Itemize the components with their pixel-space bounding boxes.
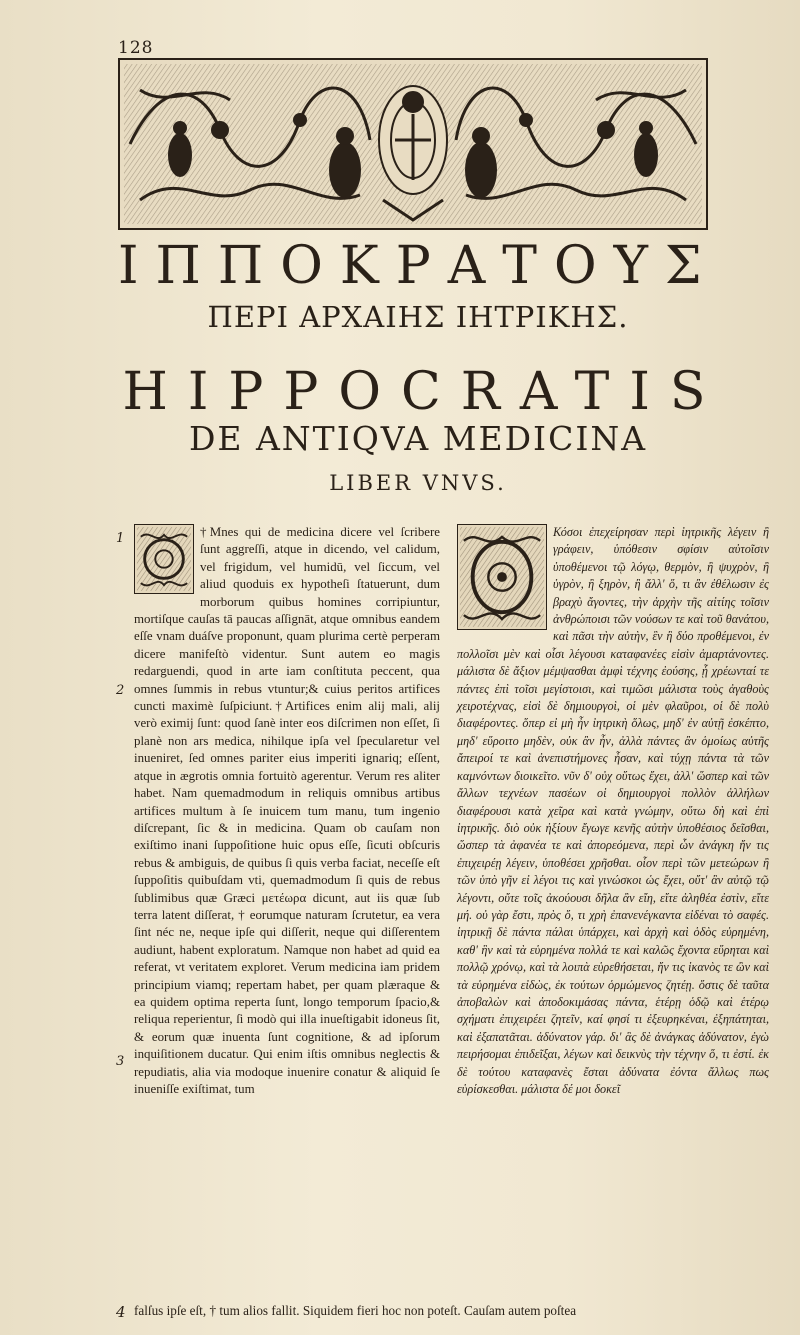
book-subtitle: LIBER VNVS. (329, 471, 507, 495)
margin-number: 4 (116, 1303, 126, 1321)
greek-column (457, 524, 769, 1098)
greek-body-text: Κόσοι ἐπεχείρησαν περὶ ἰητρικῆς λέγειν ἢ γράφειν, ὑπόθεσιν σφίσιν αὐτοῖσιν ὑποθέμενοι τῷ λόγῳ, θερμὸν, ἢ ψυχρὸν, ἢ ὑγρὸν, ἢ ξηρὸν, ἢ ἄλλ' ὅ, τι ἂν ἐθέλωσιν ἐς βραχὺ ἄγοντες, τὴν ἀρχὴν τῆς αἰτίης τοῖσιν ἀνθρώποισι τῶν νούσων τε καὶ τοῦ θανάτου, καὶ πᾶσι τὴν αὐτὴν, ἓν ἢ δύο προθέμενοι, ἐν πολλοῖσι μὲν καὶ οἷσι λέγουσι καταφανέες εἰσὶν ἁμαρτάνοντες. μάλιστα δὲ ἄξιον μέμψασθαι ἀμφὶ τέχνης ἐούσης, ᾗ χρέωνταί τε πάντες ἐπὶ τοῖσι μεγίστοισι, καὶ τιμῶσι μάλιστα τοὺς ἀγαθοὺς χειροτέχνας, εἰσὶ δὲ δημιουργοὶ, οἱ μὲν φλαῦροι, οἱ δὲ πολὺ διαφέροντες. ὅπερ εἰ μὴ ἦν ἰητρικὴ ὅλως, μηδ' ἐν αὐτῇ ἐσκέπτο, μηδ' εὕροιτο μηδὲν, οὐκ ἂν ἦν, ἀλλὰ πάντες ἂν ὁμοίως αὐτῆς ἄπειροί τε καὶ ἀνεπιστήμονες ἦσαν, καὶ τύχῃ πάντα τὰ τῶν καμνόντων διοικεῖτο. νῦν δ' οὐχ οὕτως ἔχει, ἀλλ' ὥσπερ καὶ τῶν ἄλλων τεχνέων πασέων οἱ δημιουργοὶ πολλὸν ἀλλήλων διαφέρουσι κατὰ χεῖρα καὶ κατὰ γνώμην, οὕτω δὴ καὶ ἐπὶ ἰητρικῆς. διὸ οὐκ ἠξίουν ἔγωγε κενῆς αὐτὴν ὑποθέσιος δεῖσθαι, ὥσπερ τὰ ἀφανέα τε καὶ ἀπορεόμενα, περὶ ὧν ἀνάγκη ἤν τις ἐπιχειρέῃ λέγειν, ὑποθέσει χρῆσθαι. οἷον περὶ τῶν μετεώρων ἢ τῶν ὑπὸ γῆν εἰ λέγοι τις καὶ γινώσκοι ὡς ἔχει, οὔτ' ἂν αὐτῷ τῷ λέγοντι, οὔτε τοῖς ἀκούουσι δῆλα ἂν εἴη, εἴτε ἀληθέα ἐστὶν, εἴτε μή. οὐ γὰρ ἔστι, πρὸς ὅ, τι χρὴ ἐπανενέγκαντα εἰδέναι τὸ σαφές. ἰητρικῇ δὲ πάντα πάλαι ὑπάρχει, καὶ ἀρχὴ καὶ ὁδὸς εὑρημένη, καθ' ἣν καὶ τὰ εὑρημένα πολλά τε καὶ καλῶς ἔχοντα εὕρηται καὶ πολλῷ χρόνῳ, καὶ τὰ λοιπὰ εὑρεθήσεται, ἤν τις ἱκανὸς τε ὢν καὶ τὰ εὑρημένα εἰδὼς, ἐκ τούτων ὁρμώμενος ζητέῃ. ὅστις δὲ ταῦτα ἀποβαλὼν καὶ ἀποδοκιμάσας πάντα, ἑτέρῃ ὁδῷ καὶ ἑτέρῳ σχήματι ἐπιχειρέει ζητεῖν, καί φησί τι ἐξευρηκέναι, ἐξηπάτηται, καὶ ἐξαπατᾶται. ἀδύνατον γάρ. δι' ἃς δὲ ἀνάγκας ἀδύνατον, ἐγὼ πειρήσομαι ἐπιδεῖξαι, λέγων καὶ δεικνὺς τὴν τέχνην ὅ, τι ἐστί. ἐκ δὲ τούτου καταφανὲς ἔσται ἀδύνατα ἐόντα ἄλλως πως εὑρίσκεσθαι. μάλιστα δέ μοι δοκεῖ (457, 525, 769, 1096)
decorated-initial (457, 524, 547, 630)
margin-number: 2 (116, 683, 125, 698)
margin-number: 3 (116, 1054, 125, 1069)
greek-author-title: ΙΠΠΟΚΡΑΤΟΥΣ (118, 236, 719, 296)
latin-work-title: DE ANTIQVA MEDICINA (188, 419, 648, 458)
margin-number: 1 (116, 531, 125, 546)
latin-body-text: †Mnes qui de medicina dicere vel ſcribere ſunt aggreſſi, atque in dicendo, vel calidum, vel frigidum, vel humidū, vel ſiccum, vel aliud quoduis ex hypotheſi ſtatuerunt, dum morborum quibus homines corripiuntur, mortiſque cauſas tā paucas aſſignāt, atque omnibus eandem eſſe vnam duáſve proponunt, quam plurima certè perperam dicere manifeſtò videntur. Sunt autem eo magis redarguendi, quod in arte iam conſtituta peccent, qua omnes ſummis in rebus vtuntur;& cuius peritos artifices cuncti maximè ſuſpiciunt.†Artifices enim alij mali, alij verò eximij ſunt: quod ſanè inter eos diſcrimen non eſſet, ſi planè non ars medica, nihilque ipſa vel ſpecularetur vel inueniret, ſed omnes pariter eius imperiti ignariq; eſſent, atque in ægrotis omnia fortuitò agerentur. Verum res aliter habet. Nam quemadmodum in reliquis omnibus artibus artifices multum à ſe inuicem tum manu, tum ingenio diſcrepant, ſic & in medicina. Quam ob cauſam non exiſtimo inani ſuppoſitione huic opus eſſe, ſicuti obſcuris rebus & ambiguis, de quibus ſi quis verba faciat, neceſſe eſt ſuppoſitis quibuſdam vti, quemadmodum ſi quis de rebus ſublimibus quæ Græci μετέωρα dicunt, aut iis quæ ſub terra latent diſſerat, † eorumque naturam ſcrutetur, ea vera ſint néc ne, neque ipſe qui diſſerit, neque qui diſſerentem audiunt, habent exploratum. Namque non habet ad quid ea referat, vt veritatem exploret. Verum medicina iam pridem principium viamq; repertam habet, per quam plæraque & ea quidem optima reperta ſunt, longo temporum ſpacio,& reliqua reperientur, ſi modò qui illa inueſtigabit idoneus ſit, & eorum quæ inuenta ſunt cognitione, & ad ipſorum inquiſitionem ducatur. Qui enim iſtis omnibus neglectis & repudiatis, alia via modoque inuenire conatur & aliquid ſe inueniſſe exiſtimat, tum (134, 525, 440, 1096)
decorated-initial (134, 524, 194, 594)
latin-footline: falſus ipſe eſt, † tum alios fallit. Siquidem fieri hoc non poteſt. Cauſam autem poſtea (134, 1303, 577, 1318)
latin-column (134, 524, 440, 1098)
page-number: 128 (118, 38, 154, 58)
ornamental-headpiece (118, 58, 708, 230)
greek-work-title: ΠΕΡΙ ΑΡΧΑΙΗΣ ΙΗΤΡΙΚΗΣ. (207, 300, 629, 334)
latin-author-title: HIPPOCRATIS (122, 362, 726, 422)
